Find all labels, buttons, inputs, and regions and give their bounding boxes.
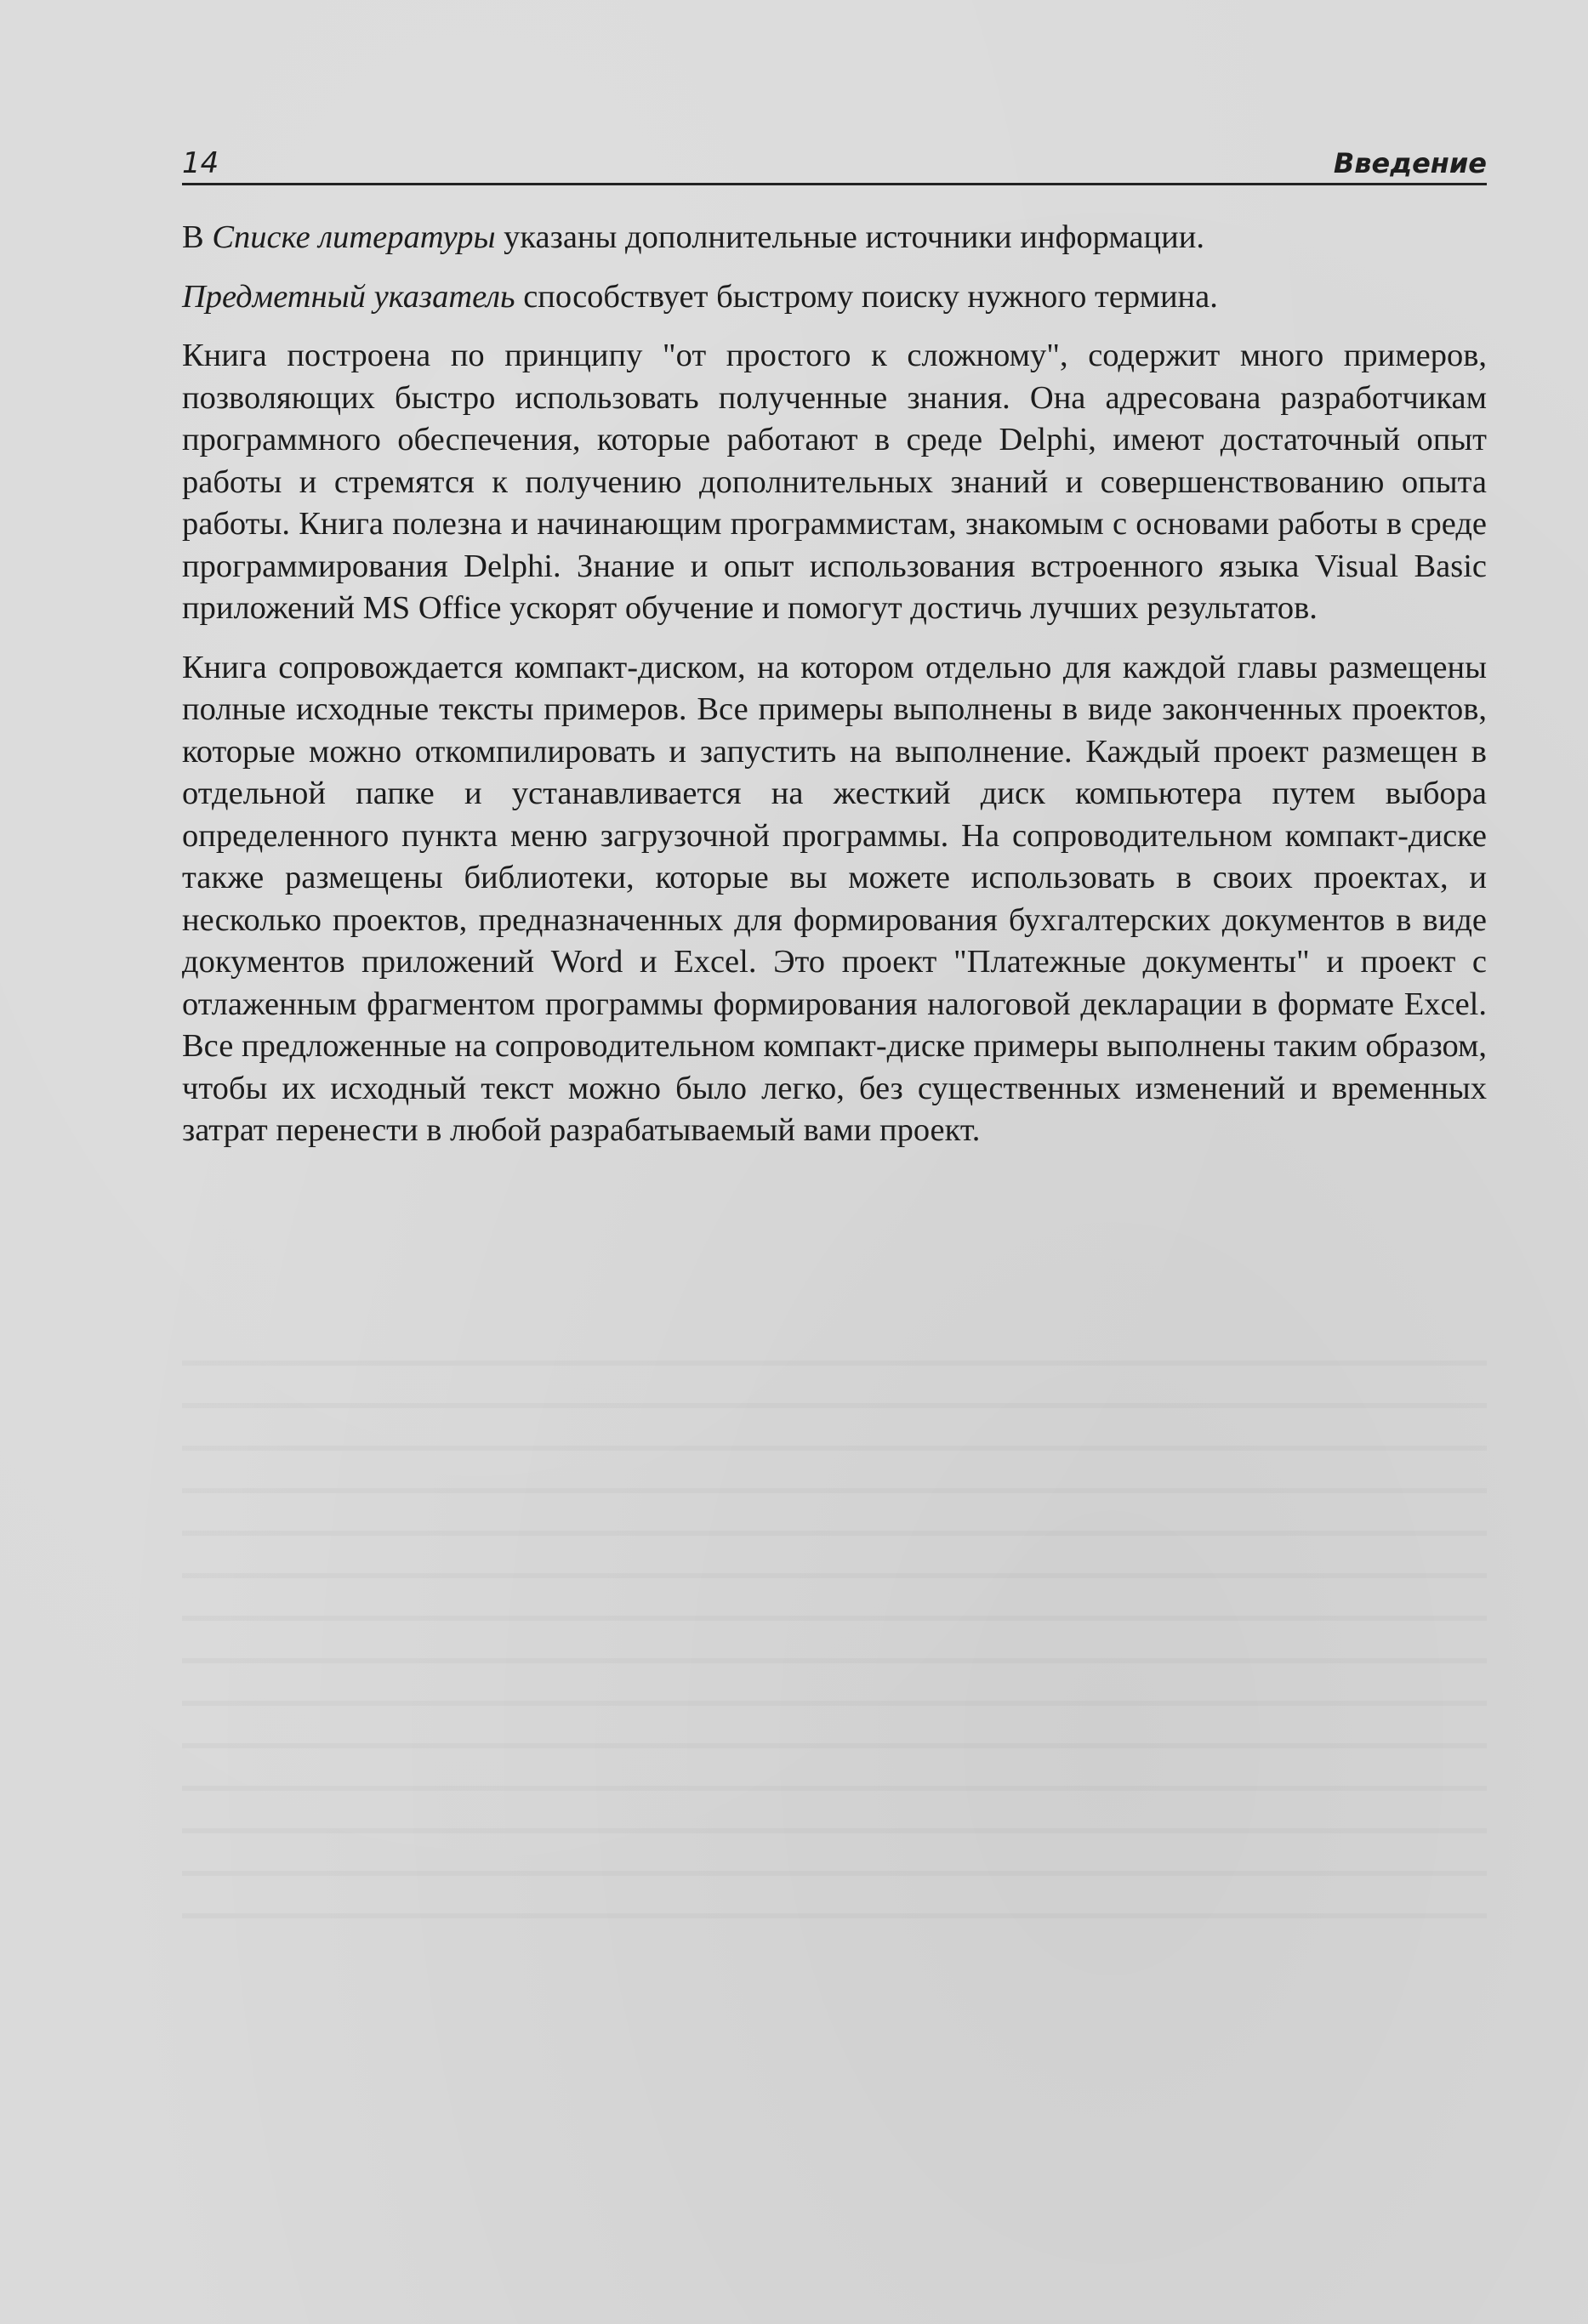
paragraph-audience: Книга построена по принципу "от простого к сложному", содержит много примеров, позволяющих быстро использовать полученные знания. Она адресована разработчикам программного обеспечения, которые работают в среде Delphi, имеют достаточный опыт работы и стремятся к получению дополнительных знаний и совершенствованию опыта работы. Книга полезна и начинающим программистам, знакомым с основами работы в среде программирования Delphi. Знание и опыт использования встроенного языка Visual Basic приложений MS Office ускорят обучение и помогут достичь лучших результатов. <box>182 338 1487 626</box>
body-text <box>182 217 1487 1169</box>
show-through-texture <box>182 1361 1487 1956</box>
section-title: Введение <box>1333 147 1487 179</box>
paragraph-bibliography-post: указаны дополнительные источники информации. <box>495 219 1204 255</box>
header-divider <box>182 183 1487 185</box>
running-header <box>182 143 1487 187</box>
paragraph-index <box>182 276 1487 319</box>
paragraph-bibliography-pre: В <box>182 219 213 255</box>
bibliography-term: Списке литературы <box>212 219 496 255</box>
paragraph-bibliography <box>182 217 1487 259</box>
page-number: 14 <box>182 146 219 180</box>
paragraph-index-post: способствует быстрому поиску нужного термина. <box>515 278 1218 315</box>
paragraph-cd: Книга сопровождается компакт-диском, на котором отдельно для каждой главы размещены полные исходные тексты примеров. Все примеры выполнены в виде законченных проектов, которые можно откомпилировать и запустить на выполнение. Каждый проект размещен в отдельной папке и устанавливается на жесткий диск компьютера путем выбора определенного пункта меню загрузочной программы. На сопроводительном компакт-диске также размещены библиотеки, которые вы можете использовать в своих проектах, и несколько проектов, предназначенных для формирования бухгалтерских документов в виде документов приложений Word и Excel. Это проект "Платежные документы" и проект с отлаженным фрагментом программы формирования налоговой декларации в формате Excel. Все предложенные на сопроводительном компакт-диске примеры выполнены таким образом, чтобы их исходный текст можно было легко, без существенных изменений и временных затрат перенести в любой разрабатываемый вами проект. <box>182 649 1487 1148</box>
index-term: Предметный указатель <box>182 278 515 315</box>
